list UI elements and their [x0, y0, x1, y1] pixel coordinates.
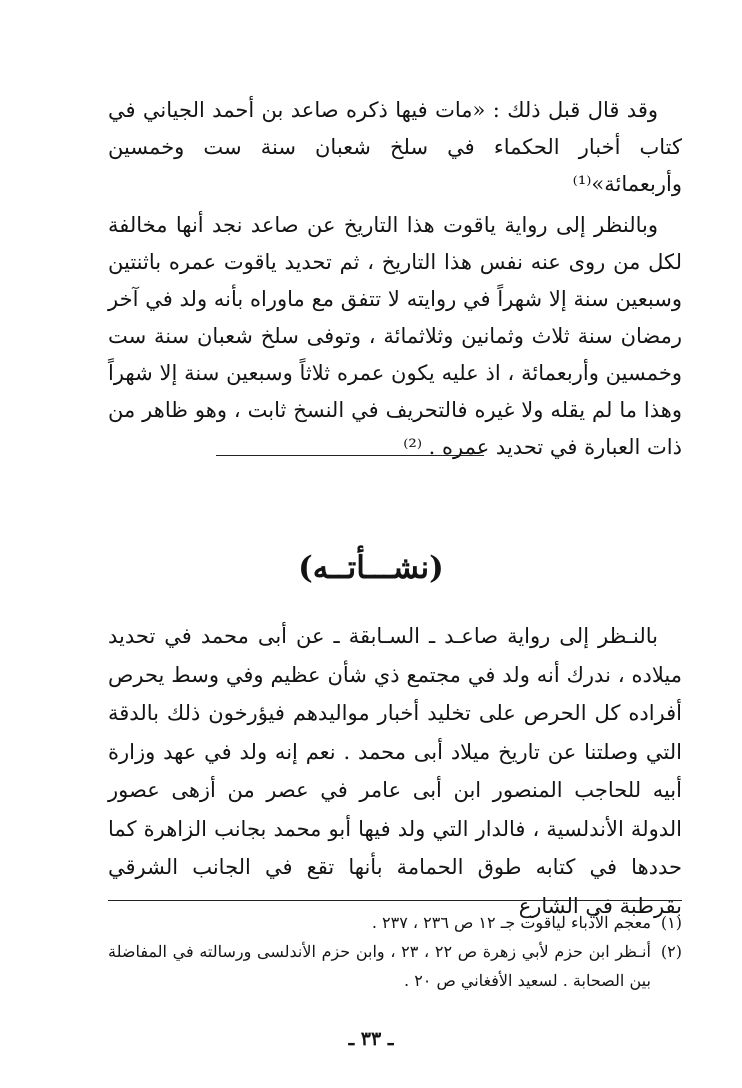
footnotes — [108, 908, 682, 995]
paragraph: وبالنظر إلى رواية ياقوت هذا التاريخ عن صاعد نجد أنها مخالفة لكل من روى عنه نفس هذا التاريخ ، ثم تحديد ياقوت عمره باثنتين وسبعين سنة إلا شهراً في روايته لا تتفق مع ماوراه بأنه ولد في آخر رمضان سنة ثلاث وثمانين وثلاثمائة ، وتوفى سلخ شعبان سنة ست وخمسين وأربعمائة ، اذ عليه يكون عمره ثلاثاً وسبعين سنة إلا شهراً وهذا ما لم يقله ولا غيره فالتحريف في النسخ ثابت ، وهو ظاهر من ذات العبارة في تحديد عمره . ⁽²⁾ — [108, 213, 682, 459]
text-section-1 — [108, 92, 682, 466]
paragraph: وقد قال قبل ذلك : «مات فيها ذكره صاعد بن أحمد الجياني في كتاب أخبار الحكماء في سلخ شعبان سنة ست وخمسين وأربعمائة»⁽¹⁾ — [108, 98, 682, 196]
page-number: ـ ٣٣ ـ — [348, 1028, 394, 1050]
paragraph: بالنـظر إلى رواية صاعـد ـ السـابقة ـ عن أبى محمد في تحديد ميلاده ، ندرك أنه ولد في مجتمع ذي شأن عظيم وفي وسط يحرص أفراده كل الحرص على تخليد أخبار مواليدهم فيؤرخون ذلك بالدقة التي وصلتنا عن تاريخ ميلاد أبى محمد . نعم إنه ولد في عهد وزارة أبيه للحاجب المنصور ابن أبى عامر في عصر من أزهى عصور الدولة الأندلسية ، فالدار التي ولد فيها أبو محمد بجانب الزاهرة كما حددها في كتابه طوق الحمامة بأنها تقع في الجانب الشرقي بقرطبة في الشارع — [108, 624, 682, 918]
footnote-text: أنـظر ابن حزم لأبي زهرة ص ٢٢ ، ٢٣ ، وابن حزم الأندلسى ورسالته في المفاضلة بين الصحابة . لسعيد الأفغاني ص ٢٠ . — [108, 942, 651, 990]
footnote-number: (١) — [660, 913, 682, 932]
text-section-2 — [108, 617, 682, 925]
footnote — [108, 908, 682, 937]
footnote-rule — [108, 900, 682, 901]
footnote-text: معجم الأدباء لياقوت جـ ١٢ ص ٢٣٦ ، ٢٣٧ . — [371, 913, 651, 932]
footnote-number: (٢) — [660, 942, 682, 961]
footnote — [108, 937, 682, 995]
section-separator-rule — [216, 455, 484, 456]
section-heading: (نشـــأتــه) — [298, 550, 444, 586]
